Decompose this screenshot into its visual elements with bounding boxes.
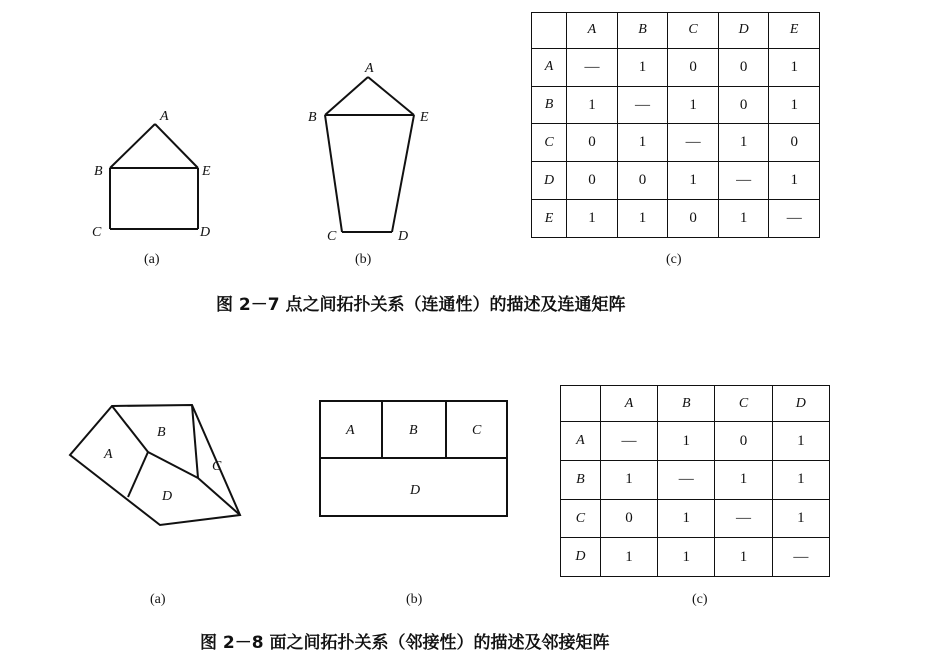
fig27b-graph: [325, 77, 414, 232]
matrix-row: [561, 538, 830, 577]
fig27b-edge-AB: [325, 77, 368, 115]
fig27a-graph: [110, 124, 198, 229]
fig28a-region-D: D: [162, 489, 173, 504]
fig27b-vertex-D: D: [398, 229, 409, 244]
matrix-col-header: C: [668, 13, 719, 49]
matrix-cell: 1: [668, 162, 719, 200]
matrix-cell: 0: [715, 422, 772, 461]
matrix-row-header: E: [532, 200, 567, 238]
matrix-cell: 0: [567, 124, 618, 162]
fig28a-boundary-BD: [148, 452, 198, 478]
connectivity-matrix: [531, 12, 820, 238]
matrix-cell: 1: [658, 422, 715, 461]
matrix-col-header: E: [769, 13, 820, 49]
fig28a-region-C: C: [212, 459, 222, 474]
matrix-cell: 1: [769, 48, 820, 86]
matrix-row: [532, 124, 820, 162]
fig27a-vertex-B: B: [94, 164, 103, 179]
fig28b-map: [320, 401, 507, 516]
matrix-row: [532, 200, 820, 238]
matrix-cell: 0: [718, 48, 769, 86]
fig28a-region-B: B: [157, 425, 166, 440]
fig28b-region-C: C: [472, 423, 482, 438]
fig27b-edge-AE: [368, 77, 414, 115]
matrix-row-header: D: [561, 538, 601, 577]
matrix-cell: 1: [668, 86, 719, 124]
matrix-cell: 1: [772, 461, 829, 500]
matrix-col-header: B: [658, 386, 715, 422]
matrix-cell: —: [769, 200, 820, 238]
matrix-row-header: B: [561, 461, 601, 500]
fig27c-panel-label: (c): [666, 252, 682, 267]
matrix-col-header: B: [617, 13, 668, 49]
matrix-row: [532, 86, 820, 124]
matrix-header-row: [561, 386, 830, 422]
matrix-header-row: [532, 13, 820, 49]
adjacency-matrix: [560, 385, 830, 577]
fig27a-vertex-C: C: [92, 225, 102, 240]
matrix-row-header: A: [532, 48, 567, 86]
matrix-corner-cell: [561, 386, 601, 422]
matrix-col-header: D: [718, 13, 769, 49]
matrix-cell: 1: [769, 162, 820, 200]
fig27b-edge-BC: [325, 115, 342, 232]
matrix-col-header: A: [600, 386, 657, 422]
fig27a-vertex-E: E: [202, 164, 211, 179]
matrix-cell: 1: [718, 124, 769, 162]
matrix-cell: 1: [769, 86, 820, 124]
matrix-row: [532, 162, 820, 200]
matrix-cell: 1: [715, 461, 772, 500]
matrix-row: [561, 461, 830, 500]
matrix-cell: 1: [658, 538, 715, 577]
fig27a-panel-label: (a): [144, 252, 160, 267]
fig27a-vertex-D: D: [200, 225, 211, 240]
fig27-caption: 图 2－7 点之间拓扑关系（连通性）的描述及连通矩阵: [216, 295, 626, 315]
fig28a-boundary-AB: [112, 406, 148, 452]
fig28a-boundary-AD: [128, 452, 148, 497]
matrix-row: [561, 499, 830, 538]
matrix-cell: 0: [567, 162, 618, 200]
matrix-cell: —: [658, 461, 715, 500]
fig27b-vertex-A: A: [365, 61, 374, 76]
matrix-row-header: A: [561, 422, 601, 461]
matrix-cell: 0: [769, 124, 820, 162]
fig27a-vertex-A: A: [160, 109, 169, 124]
matrix-col-header: D: [772, 386, 829, 422]
fig27b-vertex-E: E: [420, 110, 429, 125]
matrix-cell: 1: [617, 200, 668, 238]
matrix-col-header: A: [567, 13, 618, 49]
matrix-cell: —: [715, 499, 772, 538]
matrix-cell: 1: [617, 124, 668, 162]
fig28-caption: 图 2－8 面之间拓扑关系（邻接性）的描述及邻接矩阵: [200, 633, 610, 653]
matrix-cell: —: [567, 48, 618, 86]
matrix-cell: 1: [772, 422, 829, 461]
matrix-cell: —: [617, 86, 668, 124]
matrix-row: [561, 422, 830, 461]
matrix-cell: —: [600, 422, 657, 461]
fig28a-panel-label: (a): [150, 592, 166, 607]
fig27a-edge-AE: [155, 124, 198, 168]
matrix-cell: 0: [668, 200, 719, 238]
matrix-cell: 1: [772, 499, 829, 538]
fig27b-edge-ED: [392, 115, 414, 232]
matrix-row: [532, 48, 820, 86]
matrix-cell: 1: [567, 200, 618, 238]
matrix-cell: 1: [600, 461, 657, 500]
matrix-cell: 1: [718, 200, 769, 238]
matrix-row-header: B: [532, 86, 567, 124]
fig28a-boundary-CD: [198, 478, 240, 515]
matrix-cell: 1: [617, 48, 668, 86]
fig28a-region-A: A: [104, 447, 113, 462]
matrix-cell: 0: [600, 499, 657, 538]
fig28b-region-B: B: [409, 423, 418, 438]
matrix-corner-cell: [532, 13, 567, 49]
fig28b-panel-label: (b): [406, 592, 423, 607]
matrix-row-header: C: [561, 499, 601, 538]
matrix-cell: 1: [715, 538, 772, 577]
fig27b-panel-label: (b): [355, 252, 372, 267]
matrix-cell: —: [772, 538, 829, 577]
fig28c-panel-label: (c): [692, 592, 708, 607]
matrix-col-header: C: [715, 386, 772, 422]
fig27b-vertex-B: B: [308, 110, 317, 125]
matrix-cell: —: [718, 162, 769, 200]
matrix-cell: —: [668, 124, 719, 162]
matrix-cell: 0: [617, 162, 668, 200]
matrix-cell: 1: [567, 86, 618, 124]
fig28b-region-A: A: [346, 423, 355, 438]
matrix-cell: 1: [600, 538, 657, 577]
fig27b-vertex-C: C: [327, 229, 337, 244]
matrix-row-header: D: [532, 162, 567, 200]
matrix-cell: 1: [658, 499, 715, 538]
fig28b-region-D: D: [410, 483, 421, 498]
matrix-cell: 0: [668, 48, 719, 86]
fig27a-edge-AB: [110, 124, 155, 168]
matrix-cell: 0: [718, 86, 769, 124]
matrix-row-header: C: [532, 124, 567, 162]
